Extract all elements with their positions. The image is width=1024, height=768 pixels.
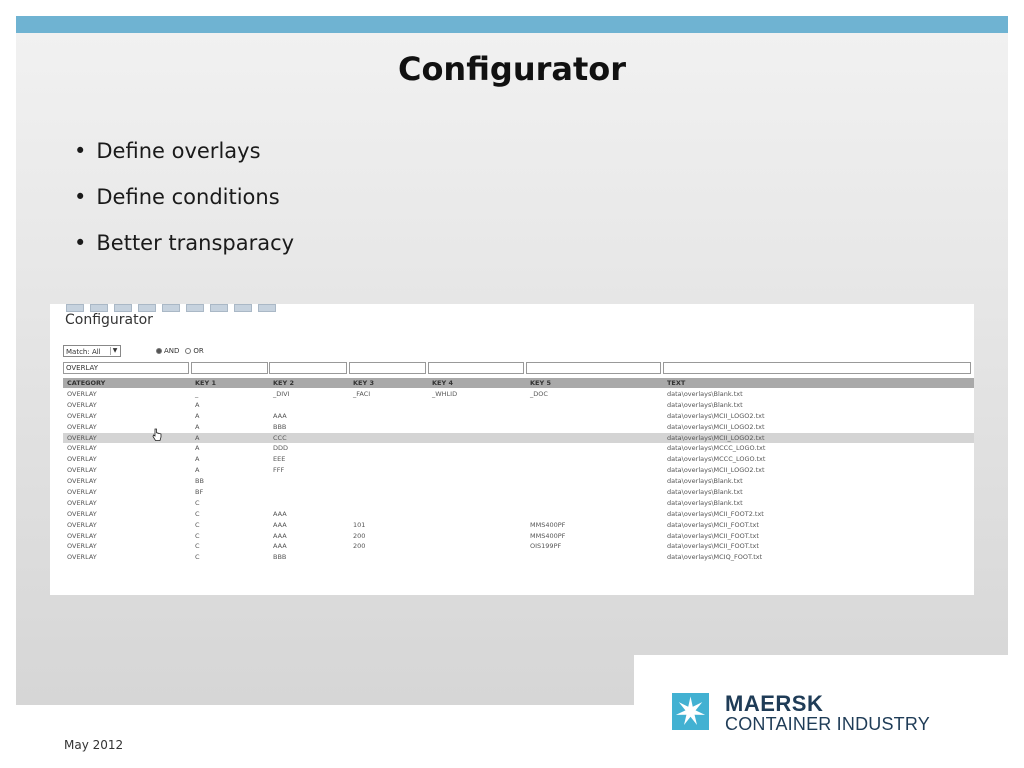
table-cell: OVERLAY <box>67 531 97 540</box>
column-header[interactable]: KEY 3 <box>353 379 374 387</box>
table-cell: BF <box>195 488 204 497</box>
table-row[interactable] <box>63 443 974 454</box>
paste-icon[interactable] <box>138 304 156 312</box>
table-cell: OVERLAY <box>67 477 97 486</box>
top-accent-bar <box>16 16 1008 33</box>
radio-or-label: OR <box>193 347 204 355</box>
table-cell: BBB <box>273 422 287 431</box>
table-cell: A <box>195 444 200 453</box>
table-cell: 200 <box>353 531 366 540</box>
table-row[interactable] <box>63 487 974 498</box>
table-cell: OVERLAY <box>67 542 97 551</box>
match-select-value: Match: All <box>66 348 101 356</box>
screenshot-title: Configurator <box>65 312 153 328</box>
table-cell: data\overlays\MCII_FOOT.txt <box>667 531 759 540</box>
radio-or[interactable] <box>185 347 203 355</box>
table-cell: FFF <box>273 466 285 475</box>
table-cell: AAA <box>273 531 287 540</box>
table-cell: 200 <box>353 542 366 551</box>
logic-radio-group <box>156 347 204 355</box>
table-cell: CCC <box>273 433 287 442</box>
table-cell: data\overlays\Blank.txt <box>667 488 743 497</box>
delete-icon[interactable] <box>162 304 180 312</box>
table-cell: OVERLAY <box>67 411 97 420</box>
print-icon[interactable] <box>234 304 252 312</box>
bullet-item: • Define overlays <box>74 136 294 182</box>
table-cell: OVERLAY <box>67 488 97 497</box>
table-cell: OVERLAY <box>67 509 97 518</box>
table-cell: OVERLAY <box>67 400 97 409</box>
table-row[interactable] <box>63 498 974 509</box>
table-cell: A <box>195 400 200 409</box>
column-header[interactable]: KEY 4 <box>432 379 453 387</box>
table-cell: C <box>195 553 200 562</box>
column-header[interactable]: TEXT <box>667 379 686 387</box>
table-cell: A <box>195 466 200 475</box>
radio-unchecked-icon <box>185 348 191 354</box>
table-cell: data\overlays\Blank.txt <box>667 400 743 409</box>
table-cell: _WHLID <box>432 390 458 398</box>
table-row[interactable] <box>63 389 974 400</box>
brand-subtitle: CONTAINER INDUSTRY <box>725 714 930 734</box>
grid-header <box>63 378 974 388</box>
table-cell: data\overlays\MCIQ_FOOT.txt <box>667 553 763 562</box>
table-cell: A <box>195 422 200 431</box>
table-cell: MMS400PF <box>530 531 566 540</box>
table-cell: data\overlays\Blank.txt <box>667 498 743 507</box>
table-cell: OVERLAY <box>67 390 97 398</box>
table-cell: OVERLAY <box>67 466 97 475</box>
table-cell: data\overlays\MCCC_LOGO.txt <box>667 444 766 453</box>
bullet-list <box>74 136 294 274</box>
match-select[interactable] <box>63 345 121 357</box>
table-cell: data\overlays\Blank.txt <box>667 477 743 486</box>
table-cell: OVERLAY <box>67 433 97 442</box>
save-icon[interactable] <box>90 304 108 312</box>
table-cell: data\overlays\MCII_FOOT.txt <box>667 542 759 551</box>
table-cell: C <box>195 520 200 529</box>
filter-input[interactable] <box>191 362 268 374</box>
refresh-icon[interactable] <box>186 304 204 312</box>
slide-title: Configurator <box>397 50 627 88</box>
table-row[interactable] <box>63 541 974 552</box>
radio-and[interactable] <box>156 347 179 355</box>
column-header[interactable]: KEY 5 <box>530 379 551 387</box>
filter-input[interactable] <box>269 362 347 374</box>
table-cell: data\overlays\MCII_LOGO2.txt <box>667 466 765 475</box>
table-row[interactable] <box>63 531 974 542</box>
table-cell: BB <box>195 477 204 486</box>
table-cell: BBB <box>273 553 287 562</box>
table-row[interactable] <box>63 552 974 563</box>
filter-input[interactable] <box>526 362 661 374</box>
table-cell: AAA <box>273 520 287 529</box>
filter-input[interactable]: OVERLAY <box>63 362 189 374</box>
toolbar <box>66 304 276 312</box>
table-cell: AAA <box>273 542 287 551</box>
table-row[interactable] <box>63 422 974 433</box>
table-cell: data\overlays\Blank.txt <box>667 390 743 398</box>
table-cell: OVERLAY <box>67 422 97 431</box>
seven-point-star-icon <box>672 693 709 730</box>
column-header[interactable]: KEY 2 <box>273 379 294 387</box>
column-header[interactable]: KEY 1 <box>195 379 216 387</box>
table-cell: A <box>195 455 200 464</box>
table-cell: C <box>195 542 200 551</box>
footer-date: May 2012 <box>64 738 124 752</box>
table-cell: data\overlays\MCCC_LOGO.txt <box>667 455 766 464</box>
table-row[interactable] <box>63 400 974 411</box>
table-cell: AAA <box>273 411 287 420</box>
table-cell: A <box>195 411 200 420</box>
new-icon[interactable] <box>66 304 84 312</box>
table-cell: C <box>195 498 200 507</box>
table-cell: data\overlays\MCII_LOGO2.txt <box>667 411 765 420</box>
brand-name: MAERSK <box>725 691 824 716</box>
table-cell: _ <box>195 390 199 398</box>
radio-checked-icon <box>156 348 162 354</box>
bullet-item: • Better transparacy <box>74 228 294 274</box>
table-cell: _DOC <box>530 390 548 398</box>
table-cell: OVERLAY <box>67 553 97 562</box>
table-cell: data\overlays\MCII_FOOT.txt <box>667 520 759 529</box>
table-cell: OIS199PF <box>530 542 562 551</box>
grid-body <box>63 389 974 563</box>
table-cell: EEE <box>273 455 286 464</box>
table-row[interactable] <box>63 520 974 531</box>
table-cell: OVERLAY <box>67 444 97 453</box>
configurator-screenshot <box>50 304 974 595</box>
table-cell: AAA <box>273 509 287 518</box>
table-cell: OVERLAY <box>67 498 97 507</box>
chevron-down-icon[interactable]: ▼ <box>110 347 119 355</box>
copy-icon[interactable] <box>114 304 132 312</box>
table-row[interactable] <box>63 476 974 487</box>
table-cell: A <box>195 433 200 442</box>
table-row[interactable] <box>63 509 974 520</box>
export-icon[interactable] <box>210 304 228 312</box>
table-cell: OVERLAY <box>67 455 97 464</box>
table-row[interactable] <box>63 433 974 444</box>
table-cell: _DIVI <box>273 390 290 398</box>
table-cell: C <box>195 509 200 518</box>
table-cell: DDD <box>273 444 289 453</box>
table-row[interactable] <box>63 454 974 465</box>
table-cell: C <box>195 531 200 540</box>
filter-input[interactable] <box>428 362 524 374</box>
table-cell: OVERLAY <box>67 520 97 529</box>
help-icon[interactable] <box>258 304 276 312</box>
table-cell: data\overlays\MCII_LOGO2.txt <box>667 433 765 442</box>
bullet-item: • Define conditions <box>74 182 294 228</box>
column-header[interactable]: CATEGORY <box>67 379 106 387</box>
hand-cursor-icon <box>152 428 162 442</box>
table-cell: MMS400PF <box>530 520 566 529</box>
table-cell: data\overlays\MCII_LOGO2.txt <box>667 422 765 431</box>
table-cell: _FACI <box>353 390 371 398</box>
table-cell: data\overlays\MCII_FOOT2.txt <box>667 509 764 518</box>
table-row[interactable] <box>63 411 974 422</box>
table-cell: 101 <box>353 520 366 529</box>
filter-input[interactable] <box>663 362 971 374</box>
table-row[interactable] <box>63 465 974 476</box>
filter-input[interactable] <box>349 362 426 374</box>
radio-and-label: AND <box>164 347 180 355</box>
